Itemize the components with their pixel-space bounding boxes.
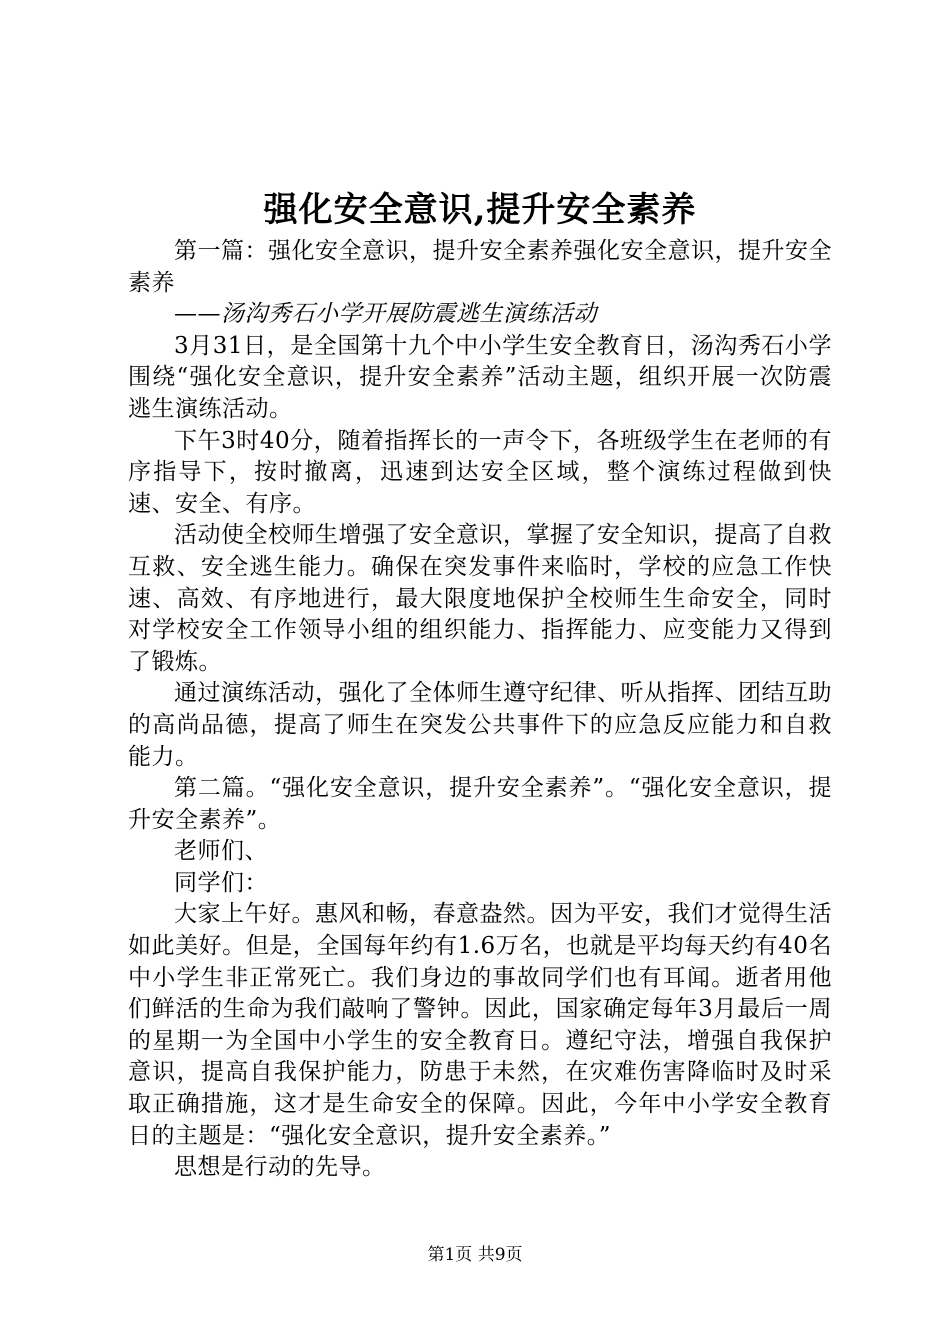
paragraph-salutation-teachers: 老师们、 (174, 838, 268, 865)
document-title: 强化安全意识,提升安全素养 (263, 190, 697, 230)
paragraph-subtitle: ——汤沟秀石小学开展防震逃生演练活动 (174, 301, 597, 328)
paragraph-chapter-two-heading: 第二篇。“强化安全意识，提升安全素养”。“强化安全意识，提升安全素养”。 (128, 775, 832, 833)
paragraph-drill: 下午3时40分，随着指挥长的一声令下，各班级学生在老师的有序指导下，按时撤离，迅速到达安全区域，整个演练过程做到快速、安全、有序。 (128, 427, 832, 517)
paragraph-outcome: 活动使全校师生增强了安全意识，掌握了安全知识，提高了自救互救、安全逃生能力。确保在突发事件来临时，学校的应急工作快速、高效、有序地进行，最大限度地保护全校师生生命安全，同时对学校安全工作领导小组的组织能力、指挥能力、应变能力又得到了锻炼。 (128, 522, 832, 675)
paragraph-summary: 通过演练活动，强化了全体师生遵守纪律、听从指挥、团结互助的高尚品德，提高了师生在突发公共事件下的应急反应能力和自救能力。 (128, 680, 832, 770)
paragraph-closing: 思想是行动的先导。 (174, 1154, 386, 1181)
paragraph-intro: 3月31日，是全国第十九个中小学生安全教育日，汤沟秀石小学围绕“强化安全意识，提升安全素养”活动主题，组织开展一次防震逃生演练活动。 (128, 332, 832, 422)
paragraph-chapter-one-heading: 第一篇：强化安全意识，提升安全素养强化安全意识，提升安全素养 (128, 238, 832, 296)
page-number-footer: 第1页 共9页 (427, 1245, 523, 1265)
paragraph-salutation-students: 同学们： (174, 869, 268, 896)
paragraph-speech-body: 大家上午好。惠风和畅，春意盎然。因为平安，我们才觉得生活如此美好。但是，全国每年约有1.6万名，也就是平均每天约有40名中小学生非正常死亡。我们身边的事故同学们也有耳闻。逝者用他们鲜活的生命为我们敲响了警钟。因此，国家确定每年3月最后一周的星期一为全国中小学生的安全教育日。遵纪守法，增强自我保护意识，提高自我保护能力，防患于未然，在灾难伤害降临时及时采取正确措施，这才是生命安全的保障。因此，今年中小学安全教育日的主题是：“强化安全意识，提升安全素养。” (128, 901, 832, 1149)
document-page (128, 188, 832, 1184)
